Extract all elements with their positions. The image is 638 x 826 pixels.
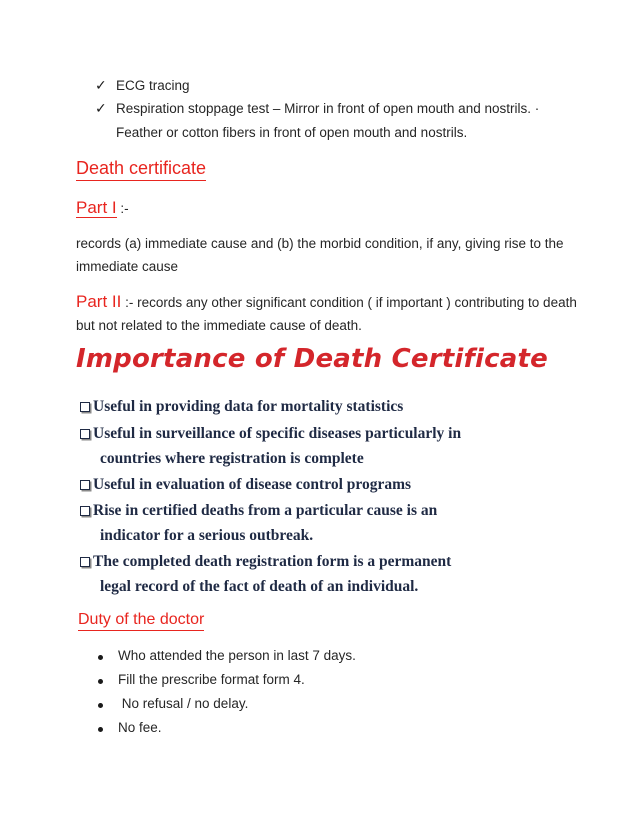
bullet-icon (98, 679, 103, 684)
importance-item: Useful in providing data for mortality statistics (80, 398, 403, 416)
part2-label: Part II (76, 292, 122, 311)
bullet-icon (98, 727, 103, 732)
part2-suffix: :- records any other significant condition ( if important ) contributing to death (121, 295, 577, 310)
checklist-continuation: Feather or cotton fibers in front of open mouth and nostrils. (116, 125, 468, 140)
death-certificate-heading: Death certificate (76, 158, 206, 181)
part2-description-line2: but not related to the immediate cause of death. (76, 318, 362, 333)
part1-description-line1: records (a) immediate cause and (b) the morbid condition, if any, giving rise to the (76, 236, 564, 251)
importance-item: The completed death registration form is a permanent (80, 553, 451, 571)
part1-suffix: :- (116, 201, 129, 216)
importance-title: Importance of Death Certificate (76, 344, 548, 374)
checkbox-square-icon (80, 402, 90, 412)
part2-line1 (76, 292, 577, 312)
checkbox-square-icon (80, 429, 90, 439)
importance-item-continuation: indicator for a serious outbreak. (100, 527, 314, 544)
duty-item-text: Who attended the person in last 7 days. (118, 648, 356, 663)
duty-item-text: Fill the prescribe format form 4. (118, 672, 305, 687)
part1-heading (76, 198, 129, 218)
checklist-item-text: ECG tracing (116, 78, 190, 93)
checkmark-icon: ✓ (95, 78, 107, 94)
part1-label: Part I (76, 198, 117, 217)
checkbox-square-icon (80, 506, 90, 516)
importance-item: Useful in surveillance of specific diseases particularly in (80, 425, 461, 443)
bullet-icon (98, 655, 103, 660)
part1-description-line2: immediate cause (76, 259, 179, 274)
checkmark-icon: ✓ (95, 101, 107, 117)
duty-item-text: No refusal / no delay. (118, 696, 249, 711)
checkbox-square-icon (80, 480, 90, 490)
duty-item-text: No fee. (118, 720, 162, 735)
duty-heading: Duty of the doctor (78, 611, 204, 631)
bullet-icon (98, 703, 103, 708)
checkbox-square-icon (80, 557, 90, 567)
checklist-item-text: Respiration stoppage test – Mirror in front of open mouth and nostrils. · (116, 101, 540, 116)
importance-item: Useful in evaluation of disease control programs (80, 476, 411, 494)
importance-item: Rise in certified deaths from a particular cause is an (80, 502, 437, 520)
importance-item-continuation: countries where registration is complete (100, 450, 364, 467)
importance-item-continuation: legal record of the fact of death of an individual. (100, 578, 419, 595)
